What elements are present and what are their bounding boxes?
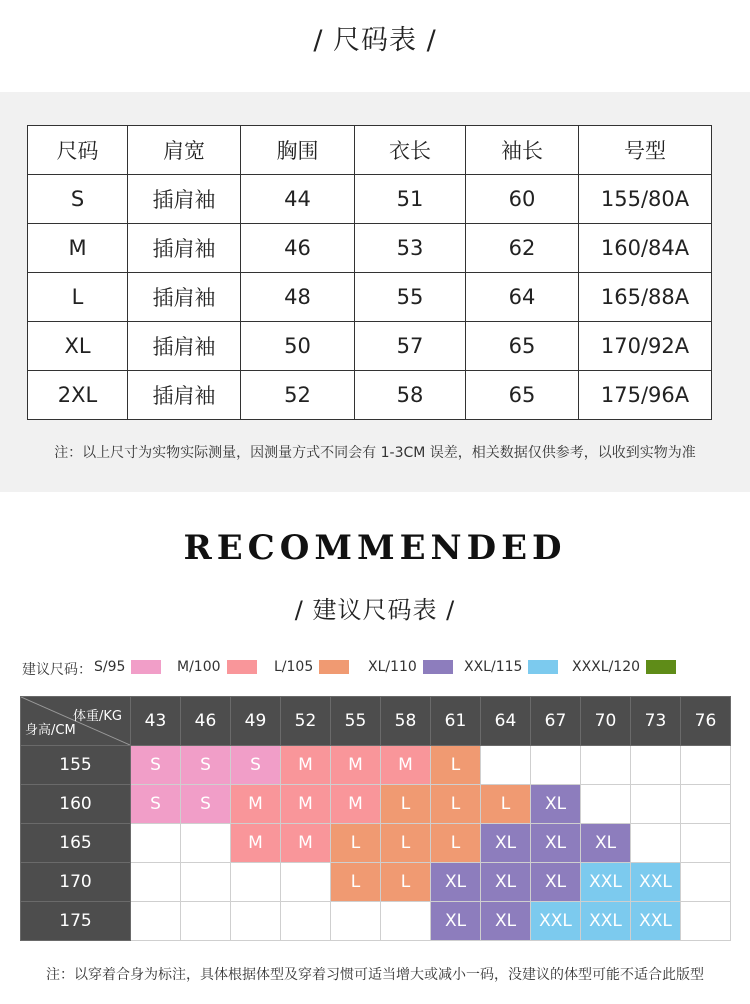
size-recommendation-cell: L: [481, 785, 531, 824]
weight-axis-label: 体重/KG: [73, 709, 122, 724]
size-recommendation-cell: XL: [531, 824, 581, 863]
size-recommendation-cell: XL: [481, 902, 531, 941]
empty-cell: [231, 902, 281, 941]
size-chart-cell: S: [28, 175, 128, 224]
weight-header-cell: 52: [281, 697, 331, 746]
legend-item: [464, 659, 558, 675]
empty-cell: [131, 824, 181, 863]
empty-cell: [181, 824, 231, 863]
empty-cell: [281, 902, 331, 941]
size-chart-cell: 155/80A: [579, 175, 712, 224]
size-chart-cell: 60: [466, 175, 579, 224]
size-recommendation-cell: M: [331, 746, 381, 785]
size-recommendation-cell: XXL: [581, 863, 631, 902]
empty-cell: [131, 902, 181, 941]
empty-cell: [681, 824, 731, 863]
empty-cell: [331, 902, 381, 941]
size-chart-cell: 170/92A: [579, 322, 712, 371]
size-chart-title: / 尺码表 /: [313, 25, 437, 56]
weight-header-cell: 49: [231, 697, 281, 746]
size-recommendation-cell: S: [181, 785, 231, 824]
size-recommendation-cell: S: [231, 746, 281, 785]
size-recommendation-cell: XL: [481, 824, 531, 863]
weight-header-cell: 58: [381, 697, 431, 746]
height-row: [21, 746, 731, 785]
legend-swatch: [423, 660, 453, 674]
weight-header-cell: 73: [631, 697, 681, 746]
size-chart-cell: M: [28, 224, 128, 273]
weight-header-cell: 67: [531, 697, 581, 746]
size-chart-note: 注：以上尺寸为实物实际测量，因测量方式不同会有 1-3CM 误差，相关数据仅供参考，以收到实物为准: [54, 445, 696, 461]
size-recommendation-cell: L: [381, 863, 431, 902]
size-chart-row: [28, 322, 712, 371]
height-axis-label: 身高/CM: [25, 723, 76, 738]
legend-swatch: [528, 660, 558, 674]
size-chart-cell: 57: [355, 322, 466, 371]
size-recommendation-cell: M: [231, 824, 281, 863]
legend-item: [94, 659, 161, 675]
size-chart-header-cell: 衣长: [355, 126, 466, 175]
legend-label: 建议尺码：: [22, 662, 92, 678]
size-recommendation-cell: XL: [431, 902, 481, 941]
empty-cell: [681, 746, 731, 785]
size-chart-header-cell: 肩宽: [128, 126, 241, 175]
size-chart-cell: 175/96A: [579, 371, 712, 420]
empty-cell: [281, 863, 331, 902]
size-chart-cell: 65: [466, 322, 579, 371]
height-row: [21, 824, 731, 863]
size-chart-table: [27, 125, 712, 420]
empty-cell: [381, 902, 431, 941]
legend-item-label: L/105: [274, 659, 314, 675]
size-recommendation-cell: XXL: [631, 902, 681, 941]
size-chart-cell: 52: [241, 371, 355, 420]
size-recommendation-cell: M: [231, 785, 281, 824]
weight-header-cell: 64: [481, 697, 531, 746]
empty-cell: [631, 785, 681, 824]
size-chart-header-cell: 胸围: [241, 126, 355, 175]
recommended-heading: RECOMMENDED: [183, 528, 567, 568]
size-chart-cell: 插肩袖: [128, 224, 241, 273]
size-recommendation-cell: S: [181, 746, 231, 785]
weight-header-cell: 43: [131, 697, 181, 746]
table-corner: [21, 697, 131, 746]
empty-cell: [681, 863, 731, 902]
legend-item: [274, 659, 349, 675]
height-header-cell: 160: [21, 785, 131, 824]
size-recommendation-cell: XXL: [581, 902, 631, 941]
size-recommendation-cell: M: [281, 785, 331, 824]
size-recommendation-cell: L: [381, 824, 431, 863]
legend-item-label: XXL/115: [464, 659, 523, 675]
size-chart-row: [28, 273, 712, 322]
size-chart-cell: 插肩袖: [128, 175, 241, 224]
size-recommendation-cell: S: [131, 785, 181, 824]
legend-item-label: S/95: [94, 659, 126, 675]
size-recommendation-cell: XL: [531, 863, 581, 902]
size-chart-header-cell: 尺码: [28, 126, 128, 175]
size-chart-header-cell: 袖长: [466, 126, 579, 175]
size-chart-cell: 48: [241, 273, 355, 322]
height-row: [21, 785, 731, 824]
size-recommendation-cell: M: [381, 746, 431, 785]
empty-cell: [481, 746, 531, 785]
empty-cell: [231, 863, 281, 902]
height-row: [21, 902, 731, 941]
size-chart-cell: 53: [355, 224, 466, 273]
legend-item: [177, 659, 257, 675]
size-chart-row: [28, 224, 712, 273]
size-recommendation-cell: XL: [431, 863, 481, 902]
size-chart-cell: 58: [355, 371, 466, 420]
size-chart-cell: 62: [466, 224, 579, 273]
weight-header-cell: 70: [581, 697, 631, 746]
size-chart-cell: 51: [355, 175, 466, 224]
size-legend: [22, 659, 742, 679]
empty-cell: [131, 863, 181, 902]
empty-cell: [181, 902, 231, 941]
empty-cell: [181, 863, 231, 902]
legend-item: [368, 659, 453, 675]
recommended-note: 注：以穿着合身为标注，具体根据体型及穿着习惯可适当增大或减小一码，没建议的体型可能不适合此版型: [46, 967, 704, 983]
size-chart-cell: 50: [241, 322, 355, 371]
empty-cell: [631, 824, 681, 863]
size-recommendation-cell: L: [431, 824, 481, 863]
empty-cell: [631, 746, 681, 785]
size-recommendation-cell: L: [331, 824, 381, 863]
empty-cell: [581, 746, 631, 785]
empty-cell: [531, 746, 581, 785]
size-recommendation-cell: L: [331, 863, 381, 902]
height-header-cell: 155: [21, 746, 131, 785]
size-chart-cell: 65: [466, 371, 579, 420]
legend-item-label: XL/110: [368, 659, 417, 675]
size-recommendation-cell: XL: [531, 785, 581, 824]
size-recommendation-cell: M: [331, 785, 381, 824]
legend-item-label: M/100: [177, 659, 221, 675]
size-chart-cell: 插肩袖: [128, 322, 241, 371]
size-recommendation-cell: M: [281, 746, 331, 785]
legend-swatch: [227, 660, 257, 674]
empty-cell: [581, 785, 631, 824]
size-chart-row: [28, 175, 712, 224]
size-chart-header-row: [28, 126, 712, 175]
weight-header-cell: 61: [431, 697, 481, 746]
size-chart-cell: 2XL: [28, 371, 128, 420]
size-chart-cell: 64: [466, 273, 579, 322]
size-chart-cell: 44: [241, 175, 355, 224]
size-recommendation-cell: XL: [581, 824, 631, 863]
size-chart-row: [28, 371, 712, 420]
weight-header-cell: 76: [681, 697, 731, 746]
height-header-cell: 170: [21, 863, 131, 902]
size-chart-cell: 插肩袖: [128, 273, 241, 322]
size-recommendation-cell: XXL: [531, 902, 581, 941]
height-header-cell: 165: [21, 824, 131, 863]
legend-item-label: XXXL/120: [572, 659, 641, 675]
size-chart-cell: L: [28, 273, 128, 322]
legend-swatch: [646, 660, 676, 674]
size-chart-cell: XL: [28, 322, 128, 371]
empty-cell: [681, 785, 731, 824]
size-recommendation-cell: L: [381, 785, 431, 824]
size-chart-cell: 插肩袖: [128, 371, 241, 420]
size-recommendation-cell: XXL: [631, 863, 681, 902]
size-recommendation-cell: M: [281, 824, 331, 863]
recommended-size-table: [20, 696, 731, 941]
recommended-title: / 建议尺码表 /: [294, 596, 456, 624]
height-header-cell: 175: [21, 902, 131, 941]
size-chart-cell: 165/88A: [579, 273, 712, 322]
size-recommendation-cell: L: [431, 746, 481, 785]
size-recommendation-cell: L: [431, 785, 481, 824]
weight-header-cell: 46: [181, 697, 231, 746]
legend-swatch: [131, 660, 161, 674]
size-recommendation-cell: S: [131, 746, 181, 785]
size-chart-cell: 160/84A: [579, 224, 712, 273]
size-chart-cell: 55: [355, 273, 466, 322]
size-chart-header-cell: 号型: [579, 126, 712, 175]
weight-header-cell: 55: [331, 697, 381, 746]
legend-item: [572, 659, 676, 675]
size-recommendation-cell: XL: [481, 863, 531, 902]
size-chart-cell: 46: [241, 224, 355, 273]
empty-cell: [681, 902, 731, 941]
legend-swatch: [319, 660, 349, 674]
height-row: [21, 863, 731, 902]
